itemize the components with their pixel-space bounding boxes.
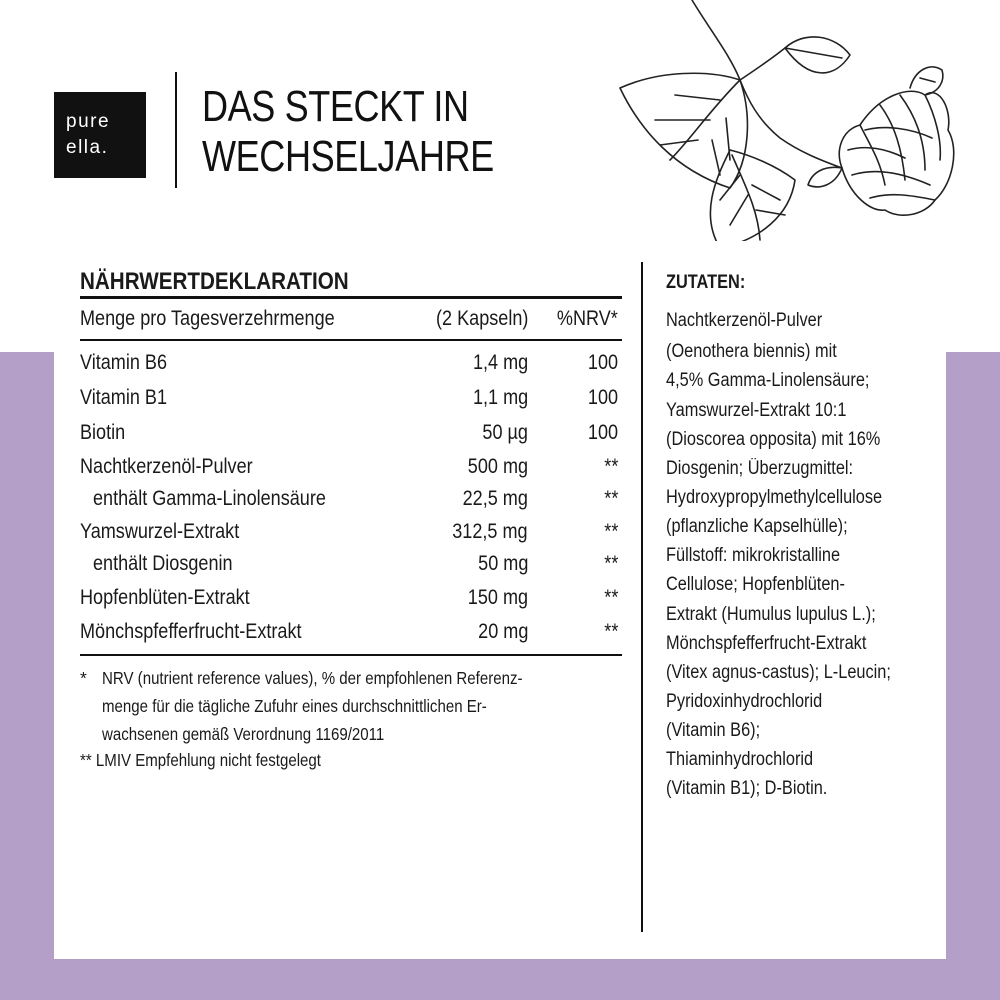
table-row-amount: 1,4 mg [472, 351, 528, 374]
ingredients-line: Thiaminhydrochlorid [666, 749, 814, 770]
table-row-amount: 22,5 mg [462, 487, 528, 510]
brand-line-1: pure [66, 111, 111, 132]
table-row-label: Nachtkerzenöl-Pulver [80, 455, 253, 478]
table-row-label: Yamswurzel-Extrakt [80, 520, 240, 543]
table-row-nrv: ** [603, 552, 618, 575]
ingredients-line: (Vitamin B6); [666, 720, 761, 741]
footnote-line: NRV (nutrient reference values), % der empfohlenen Referenz- [102, 668, 523, 688]
footnote-line: wachsenen gemäß Verordnung 1169/2011 [102, 724, 385, 744]
table-header-label: Menge pro Tagesverzehrmenge [80, 307, 335, 330]
table-row-nrv: 100 [587, 421, 618, 444]
ingredients-line: (Dioscorea opposita) mit 16% [666, 429, 881, 450]
ingredients-line: Extrakt (Humulus lupulus L.); [666, 604, 876, 625]
table-row-nrv: ** [603, 455, 618, 478]
footnote-mark: ** [80, 750, 92, 770]
ingredients-line: Yamswurzel-Extrakt 10:1 [666, 400, 847, 421]
table-row-label: Mönchspfefferfrucht-Extrakt [80, 620, 302, 643]
title-line-2: WECHSELJAHRE [202, 132, 494, 181]
table-row-label: enthält Diosgenin [93, 552, 233, 575]
table-header-nrv: %NRV* [557, 307, 618, 330]
table-row-label: Hopfenblüten-Extrakt [80, 586, 250, 609]
table-row-amount: 20 mg [477, 620, 528, 643]
brand-line-2: ella. [66, 137, 109, 158]
column-divider [641, 262, 643, 932]
table-row-label: Vitamin B1 [80, 386, 168, 409]
header-divider [175, 72, 177, 188]
title-rule [80, 296, 622, 299]
title-line-1: DAS STECKT IN [202, 82, 469, 131]
footnote-line: menge für die tägliche Zufuhr eines durchschnittlichen Er- [102, 696, 487, 716]
table-row-nrv: 100 [587, 351, 618, 374]
nutrition-title: NÄHRWERTDEKLARATION [80, 268, 349, 295]
table-row-nrv: ** [603, 487, 618, 510]
ingredients-line: (pflanzliche Kapselhülle); [666, 516, 848, 537]
table-row-amount: 50 µg [482, 421, 528, 444]
table-row-label: Biotin [80, 421, 126, 444]
ingredients-line: 4,5% Gamma-Linolensäure; [666, 370, 870, 391]
table-header-amount: (2 Kapseln) [435, 307, 528, 330]
footnote-nrv [80, 664, 700, 754]
brand-logo [54, 92, 146, 178]
header-rule [80, 339, 622, 341]
table-row-label: enthält Gamma-Linolensäure [93, 487, 326, 510]
table-row-amount: 500 mg [467, 455, 528, 478]
ingredients-line: Diosgenin; Überzugmittel: [666, 458, 854, 479]
ingredients-title: ZUTATEN: [666, 272, 746, 293]
table-row-nrv: ** [603, 620, 618, 643]
footnote-mark: * [80, 668, 87, 688]
hop-branch-illustration-icon [580, 0, 980, 250]
ingredients-line: Nachtkerzenöl-Pulver [666, 310, 823, 331]
ingredients-line: Cellulose; Hopfenblüten- [666, 574, 845, 595]
ingredients-line: Mönchspfefferfrucht-Extrakt [666, 633, 867, 654]
table-bottom-rule [80, 654, 622, 656]
ingredients-line: (Vitamin B1); D-Biotin. [666, 778, 828, 799]
table-row-label: Vitamin B6 [80, 351, 168, 374]
table-row-amount: 150 mg [467, 586, 528, 609]
table-row-amount: 1,1 mg [472, 386, 528, 409]
ingredients-line: Pyridoxinhydrochlorid [666, 691, 823, 712]
ingredients-line: Füllstoff: mikrokristalline [666, 545, 841, 566]
ingredients-line: Hydroxypropylmethylcellulose [666, 487, 883, 508]
table-row-nrv: 100 [587, 386, 618, 409]
table-row-amount: 312,5 mg [452, 520, 528, 543]
table-row-amount: 50 mg [477, 552, 528, 575]
ingredients-line: (Oenothera biennis) mit [666, 341, 837, 362]
table-row-nrv: ** [603, 586, 618, 609]
page-title [202, 82, 530, 182]
footnote-text: LMIV Empfehlung nicht festgelegt [95, 750, 321, 770]
ingredients-line: (Vitex agnus-castus); L-Leucin; [666, 662, 891, 683]
footnote-lmiv [80, 746, 700, 776]
table-row-nrv: ** [603, 520, 618, 543]
